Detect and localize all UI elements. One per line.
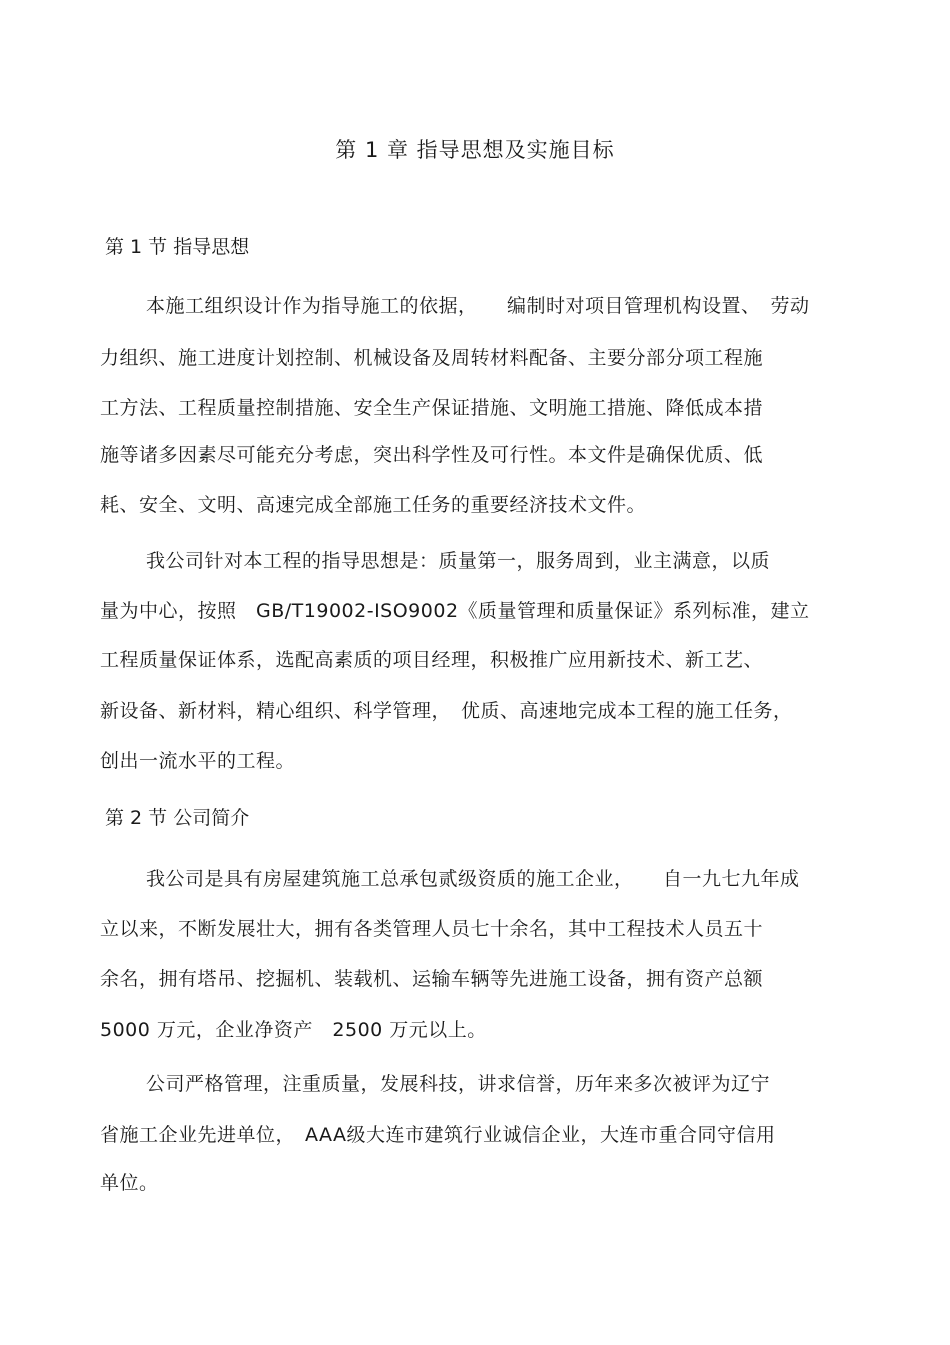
paragraph-line: 创出一流水平的工程。 — [100, 750, 296, 772]
paragraph-line: 省施工企业先进单位， AAA级大连市建筑行业诚信企业，大连市重合同守信用 — [100, 1124, 776, 1146]
paragraph-line: 工方法、工程质量控制措施、安全生产保证措施、文明施工措施、降低成本措 — [100, 397, 764, 419]
section-title: 第 2 节 公司简介 — [105, 807, 250, 829]
section-title: 第 1 节 指导思想 — [105, 236, 250, 258]
paragraph-line: 本施工组织设计作为指导施工的依据， 编制时对项目管理机构设置、 劳动 — [146, 295, 810, 317]
paragraph-line: 我公司针对本工程的指导思想是：质量第一，服务周到，业主满意，以质 — [146, 550, 771, 572]
paragraph-line: 立以来，不断发展壮大，拥有各类管理人员七十余名，其中工程技术人员五十 — [100, 918, 764, 940]
paragraph-line: 工程质量保证体系，选配高素质的项目经理，积极推广应用新技术、新工艺、 — [100, 649, 764, 671]
paragraph-line: 余名，拥有塔吊、挖掘机、装载机、运输车辆等先进施工设备，拥有资产总额 — [100, 968, 764, 990]
paragraph-line: 新设备、新材料，精心组织、科学管理， 优质、高速地完成本工程的施工任务， — [100, 700, 793, 722]
paragraph-line: 公司严格管理，注重质量，发展科技，讲求信誉，历年来多次被评为辽宁 — [146, 1073, 771, 1095]
paragraph-line: 我公司是具有房屋建筑施工总承包贰级资质的施工企业， 自一九七九年成 — [146, 868, 800, 890]
paragraph-line: 量为中心，按照 GB/T19002-ISO9002《质量管理和质量保证》系列标准，建立 — [100, 600, 810, 622]
paragraph-line: 单位。 — [100, 1172, 159, 1194]
paragraph-line: 施等诸多因素尽可能充分考虑，突出科学性及可行性。本文件是确保优质、低 — [100, 444, 764, 466]
chapter-title: 第 1 章 指导思想及实施目标 — [335, 138, 615, 162]
paragraph-line: 力组织、施工进度计划控制、机械设备及周转材料配备、主要分部分项工程施 — [100, 347, 764, 369]
paragraph-line: 5000 万元，企业净资产 2500 万元以上。 — [100, 1019, 487, 1041]
paragraph-line: 耗、安全、文明、高速完成全部施工任务的重要经济技术文件。 — [100, 494, 647, 516]
